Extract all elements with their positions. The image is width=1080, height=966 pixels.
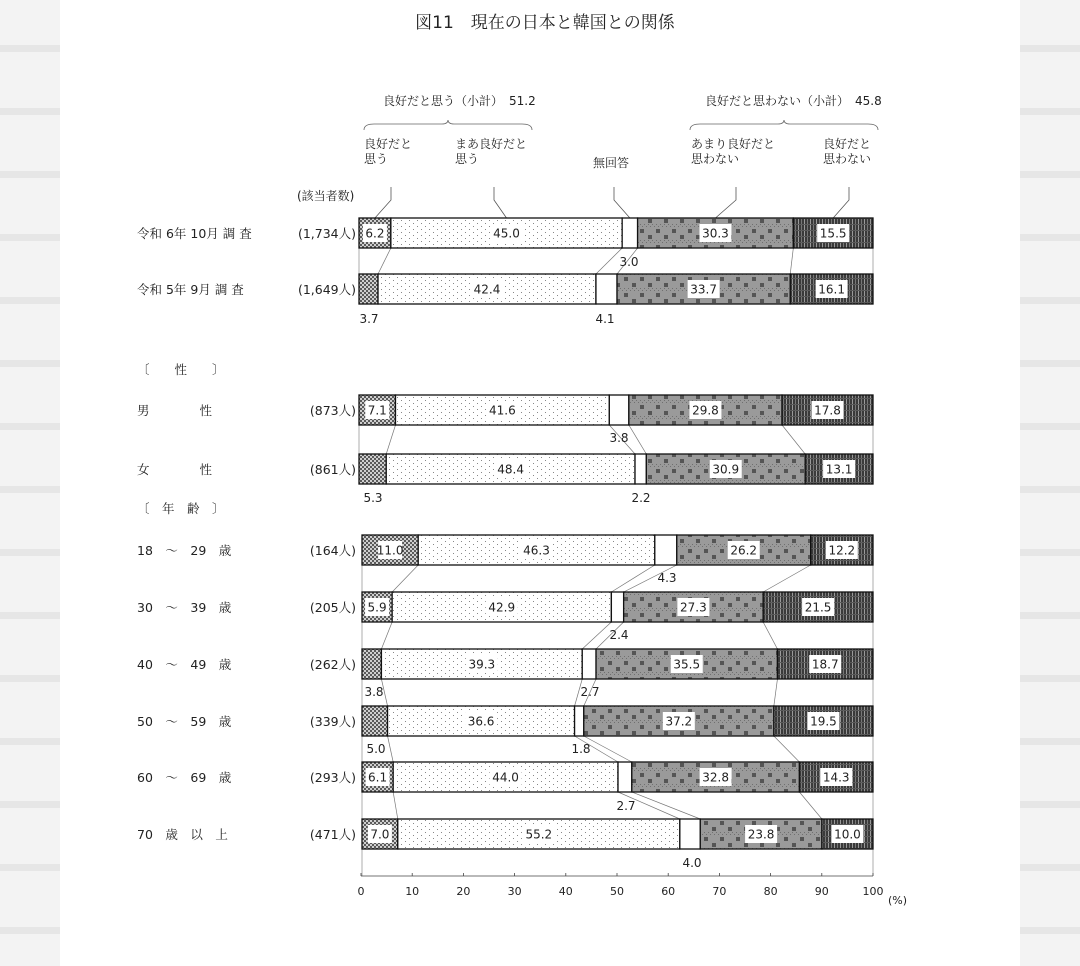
data-label: 44.0 bbox=[492, 770, 519, 785]
data-label: 33.7 bbox=[690, 282, 717, 297]
bar-segment bbox=[618, 762, 632, 792]
data-label: 14.3 bbox=[822, 770, 850, 785]
data-label: 2.7 bbox=[580, 685, 600, 699]
legend-label: 思う bbox=[455, 152, 480, 166]
legend-leader-line bbox=[833, 187, 849, 218]
legend-label: 良好だと bbox=[823, 137, 872, 151]
data-label: 42.9 bbox=[488, 600, 516, 615]
data-label: 10.0 bbox=[834, 827, 861, 842]
data-label: 6.1 bbox=[368, 770, 388, 785]
connector-line bbox=[386, 425, 395, 454]
category-label: 令和 5年 9月 調 査 bbox=[137, 282, 244, 297]
data-label: 2.7 bbox=[616, 799, 636, 813]
connector-line bbox=[799, 792, 821, 819]
data-label: 5.0 bbox=[366, 742, 386, 756]
x-tick-label: 20 bbox=[456, 885, 471, 898]
category-label: 令和 6年 10月 調 査 bbox=[137, 226, 252, 241]
stacked-bar-chart bbox=[60, 0, 1020, 966]
connector-line bbox=[790, 248, 793, 274]
data-label: 39.3 bbox=[468, 657, 496, 672]
bar-segment bbox=[611, 592, 623, 622]
legend-label: 無回答 bbox=[593, 156, 630, 170]
x-tick-label: 0 bbox=[357, 885, 365, 898]
connector-line bbox=[388, 736, 394, 762]
data-label: 13.1 bbox=[825, 462, 853, 477]
connector-line bbox=[632, 792, 700, 819]
data-label: 27.3 bbox=[680, 600, 707, 615]
respondent-count: (205人) bbox=[309, 600, 356, 615]
respondent-count: (471人) bbox=[309, 827, 356, 842]
data-label: 42.4 bbox=[473, 282, 501, 297]
data-label: 2.2 bbox=[631, 491, 651, 505]
bar-segment bbox=[635, 454, 646, 484]
subtotal-label-negative: 良好だと思わない（小計） 45.8 bbox=[705, 94, 882, 108]
x-tick-label: 80 bbox=[763, 885, 778, 898]
data-label: 12.2 bbox=[828, 543, 856, 558]
data-label: 4.1 bbox=[595, 312, 615, 326]
data-label: 19.5 bbox=[810, 714, 837, 729]
data-label: 18.7 bbox=[811, 657, 839, 672]
x-axis-unit: (%) bbox=[888, 894, 908, 907]
data-label: 48.4 bbox=[497, 462, 524, 477]
connector-line bbox=[378, 248, 391, 274]
category-label: 40 ～ 49 歳 bbox=[137, 657, 232, 672]
bar-segment bbox=[359, 274, 378, 304]
data-label: 29.8 bbox=[692, 403, 719, 418]
data-label: 46.3 bbox=[523, 543, 550, 558]
connector-line bbox=[393, 792, 398, 819]
bar-segment bbox=[575, 706, 584, 736]
data-label: 41.6 bbox=[489, 403, 516, 418]
connector-line bbox=[611, 565, 654, 592]
bar-segment bbox=[582, 649, 596, 679]
subtotal-brace-positive bbox=[364, 120, 532, 130]
data-label: 5.3 bbox=[363, 491, 383, 505]
x-tick-label: 100 bbox=[862, 885, 884, 898]
data-label: 3.0 bbox=[619, 255, 639, 269]
x-tick-label: 50 bbox=[610, 885, 624, 898]
respondent-count: (1,734人) bbox=[297, 226, 356, 241]
data-label: 36.6 bbox=[467, 714, 495, 729]
data-label: 1.8 bbox=[571, 742, 591, 756]
chart-title: 図11 現在の日本と韓国との関係 bbox=[415, 13, 675, 33]
connector-line bbox=[763, 622, 777, 649]
data-label: 3.8 bbox=[364, 685, 384, 699]
subtotal-label-positive: 良好だと思う（小計） 51.2 bbox=[383, 94, 536, 108]
data-label: 15.5 bbox=[819, 226, 847, 241]
connector-line bbox=[392, 565, 418, 592]
data-label: 16.1 bbox=[818, 282, 845, 297]
subtotal-brace-negative bbox=[690, 120, 878, 130]
data-label: 45.0 bbox=[493, 226, 520, 241]
bars-layer bbox=[359, 218, 873, 849]
connector-line bbox=[596, 248, 622, 274]
data-label: 17.8 bbox=[814, 403, 841, 418]
data-label: 30.3 bbox=[702, 226, 729, 241]
respondent-count: (1,649人) bbox=[297, 282, 356, 297]
data-label: 3.7 bbox=[359, 312, 379, 326]
bar-segment bbox=[680, 819, 700, 849]
category-label: 70 歳 以 上 bbox=[137, 827, 228, 842]
legend-leader-line bbox=[494, 187, 507, 218]
legend-leader-line bbox=[715, 187, 736, 218]
data-label: 21.5 bbox=[804, 600, 832, 615]
data-label: 23.8 bbox=[747, 827, 775, 842]
connector-line bbox=[774, 679, 778, 706]
legend-leader-line bbox=[614, 187, 630, 218]
legend-label: 思う bbox=[364, 152, 389, 166]
data-label: 37.2 bbox=[665, 714, 693, 729]
legend-label: 思わない bbox=[691, 152, 740, 166]
data-label: 7.1 bbox=[367, 403, 387, 418]
category-label: 女 性 bbox=[137, 462, 213, 477]
bar-segment bbox=[622, 218, 637, 248]
section-heading-gender: 〔 性 〕 bbox=[137, 362, 225, 377]
data-label: 5.9 bbox=[367, 600, 387, 615]
category-label: 男 性 bbox=[137, 403, 213, 418]
x-tick-label: 40 bbox=[558, 885, 573, 898]
respondent-count: (164人) bbox=[309, 543, 356, 558]
connector-line bbox=[381, 622, 392, 649]
x-tick-label: 70 bbox=[712, 885, 727, 898]
data-label: 11.0 bbox=[376, 543, 404, 558]
respondent-count: (262人) bbox=[309, 657, 356, 672]
data-label: 55.2 bbox=[525, 827, 553, 842]
bar-segment bbox=[359, 454, 386, 484]
connector-line bbox=[774, 736, 800, 762]
connector-line bbox=[582, 622, 611, 649]
data-label: 4.3 bbox=[657, 571, 677, 585]
data-label: 30.9 bbox=[712, 462, 740, 477]
x-tick-label: 60 bbox=[661, 885, 676, 898]
respondent-count: (293人) bbox=[309, 770, 356, 785]
report-page bbox=[60, 0, 1020, 966]
legend-label: まあ良好だと bbox=[455, 137, 528, 151]
data-label: 6.2 bbox=[365, 226, 385, 241]
data-label: 35.5 bbox=[673, 657, 701, 672]
bar-segment bbox=[362, 649, 381, 679]
respondent-count: (861人) bbox=[309, 462, 356, 477]
respondent-count: (873人) bbox=[309, 403, 356, 418]
bar-segment bbox=[655, 535, 677, 565]
category-label: 30 ～ 39 歳 bbox=[137, 600, 232, 615]
connector-line bbox=[782, 425, 805, 454]
bar-segment bbox=[609, 395, 629, 425]
x-tick-label: 30 bbox=[507, 885, 522, 898]
data-label: 4.0 bbox=[682, 856, 702, 870]
bar-segment bbox=[362, 706, 388, 736]
category-label: 50 ～ 59 歳 bbox=[137, 714, 232, 729]
section-heading-age: 〔 年 齢 〕 bbox=[137, 501, 225, 516]
data-label: 32.8 bbox=[702, 770, 729, 785]
data-label: 7.0 bbox=[370, 827, 390, 842]
legend-label: 思わない bbox=[823, 152, 872, 166]
data-label: 2.4 bbox=[609, 628, 629, 642]
legend-leader-line bbox=[375, 187, 391, 218]
category-label: 18 ～ 29 歳 bbox=[137, 543, 232, 558]
data-label: 26.2 bbox=[730, 543, 758, 558]
count-header: (該当者数) bbox=[297, 189, 355, 203]
connector-line bbox=[584, 736, 632, 762]
x-tick-label: 10 bbox=[405, 885, 420, 898]
x-tick-label: 90 bbox=[814, 885, 829, 898]
legend-label: あまり良好だと bbox=[691, 137, 776, 151]
legend-label: 良好だと bbox=[364, 137, 413, 151]
respondent-count: (339人) bbox=[309, 714, 356, 729]
category-label: 60 ～ 69 歳 bbox=[137, 770, 232, 785]
bar-segment bbox=[596, 274, 617, 304]
connector-line bbox=[763, 565, 811, 592]
data-label: 3.8 bbox=[609, 431, 629, 445]
